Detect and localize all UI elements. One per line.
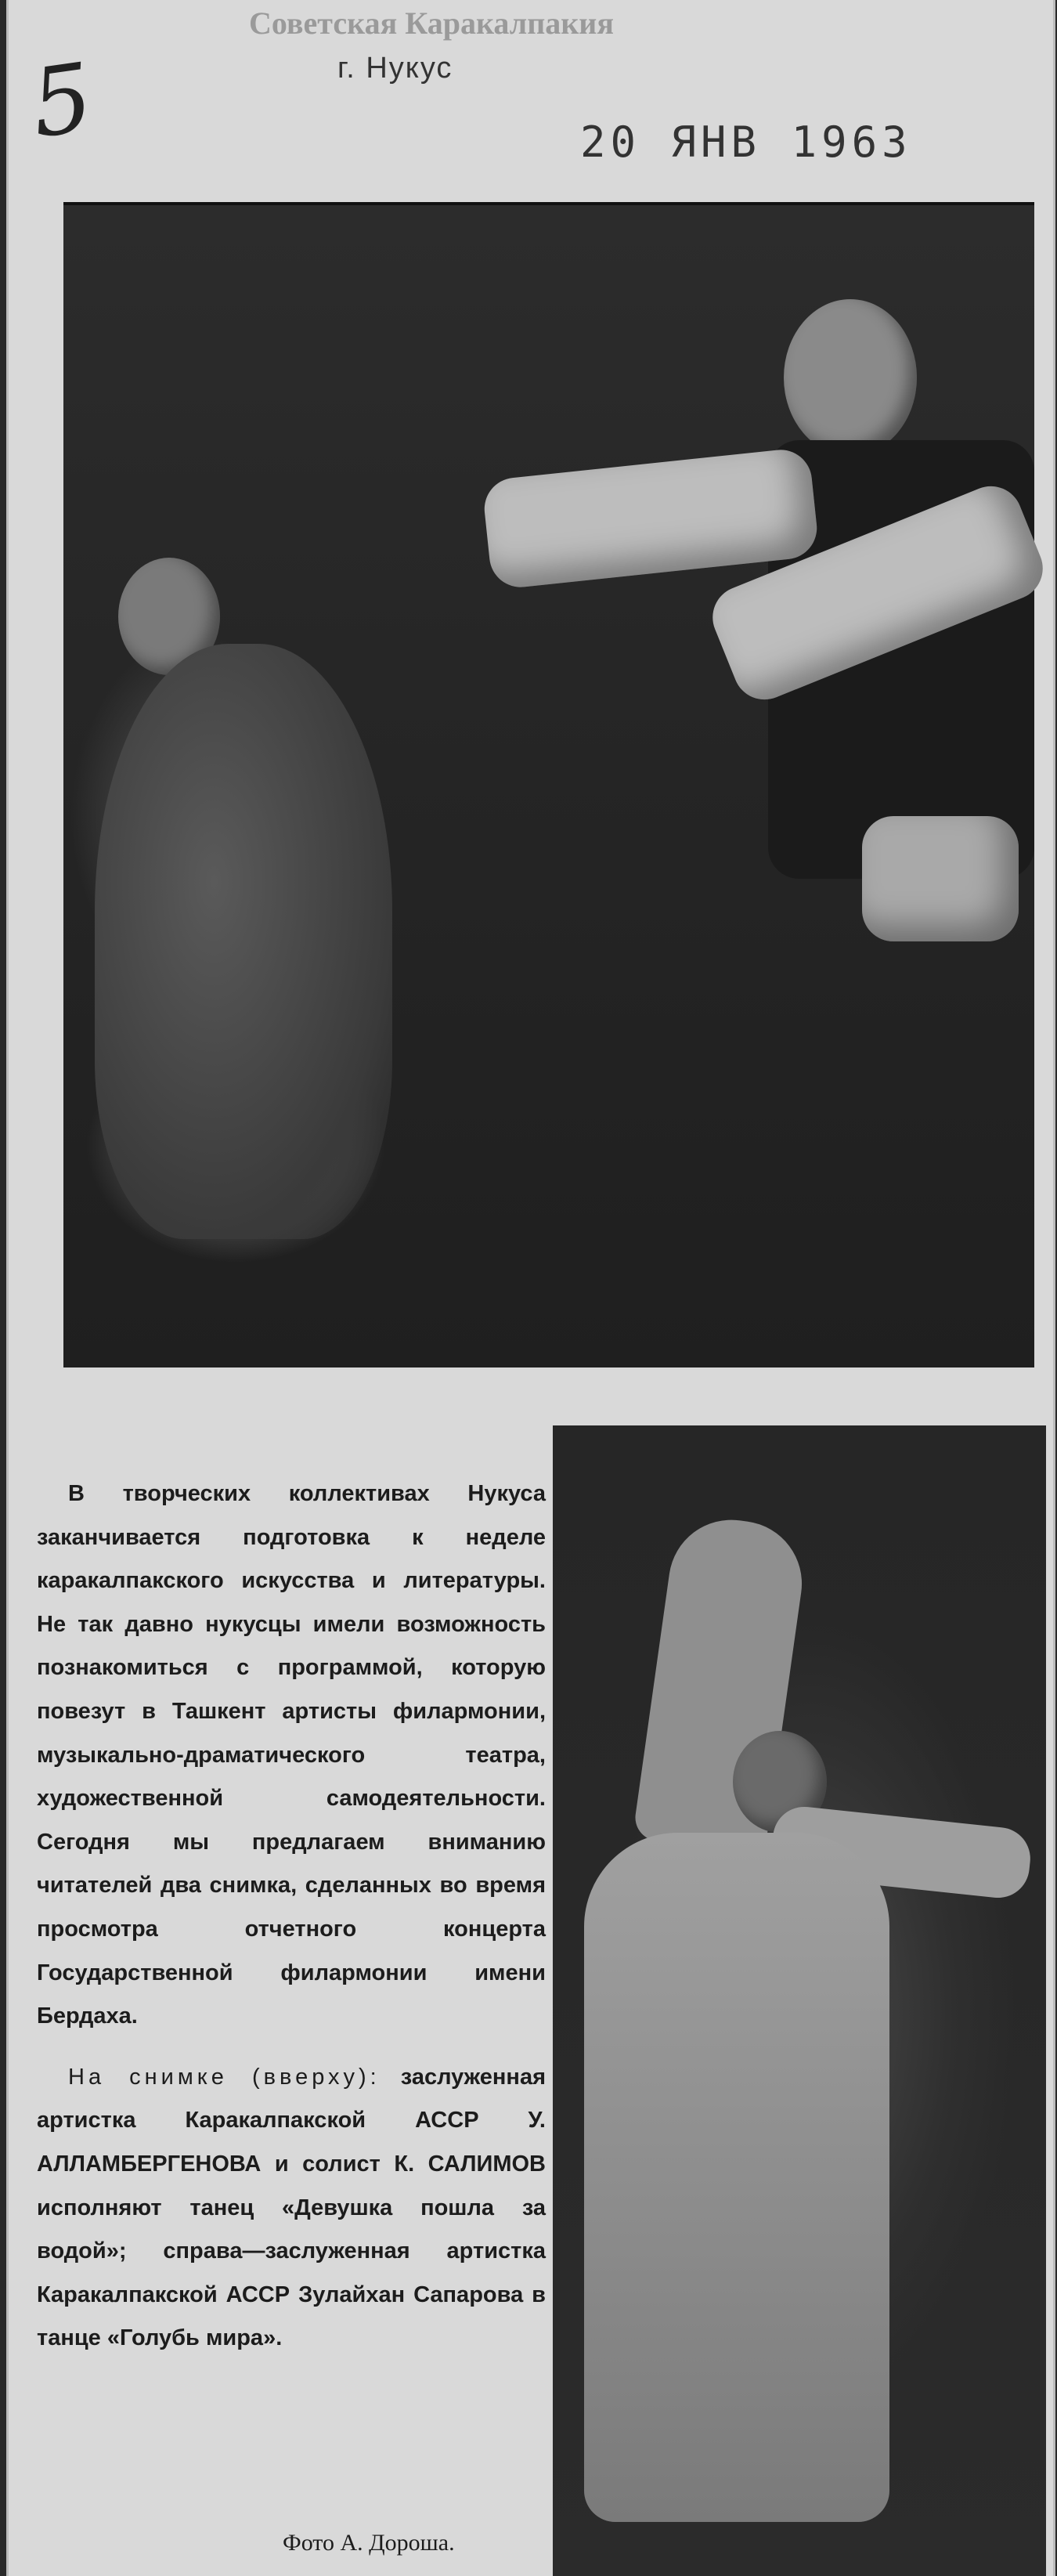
photo-caption xyxy=(37,2056,546,2361)
article-paragraph: В творческих коллективах Нукуса заканчивается подготовка к неделе каракалпакского искусства и литературы. Не так давно нукусцы имели возможность познакомиться с программой, которую повезут в Ташкент артисты филармонии, музыкально-драматического театра, художественной самодеятельности. Сегодня мы предлагаем вниманию читателей два снимка, сделанных во время просмотра отчетного концерта Государственной филармонии имени Бердаха. xyxy=(37,1481,546,2029)
dancer-woman-figure xyxy=(95,644,392,1239)
handwritten-page-number: 5 xyxy=(24,43,99,160)
dancer-man-face xyxy=(784,299,917,456)
caption-body: заслуженная артистка Каракалпакской АССР У. АЛЛАМБЕРГЕНОВА и солист К. САЛИМОВ исполняют танец «Девушка пошла за водой»; справа—заслуженная артистка Каракалпакской АССР Зулайхан Сапарова в танце «Голубь мира». xyxy=(37,2064,546,2351)
article-text xyxy=(37,1472,546,2361)
dancer-dress xyxy=(584,1833,889,2522)
city-line: г. Нукус xyxy=(337,52,453,85)
caption-lead: На снимке (вверху): xyxy=(68,2064,381,2090)
photo-dancers-top xyxy=(63,202,1034,1367)
photo-credit: Фото А. Дороша. xyxy=(283,2530,455,2556)
dancer-man-shirt-lower xyxy=(862,816,1019,941)
date-stamp: 20 ЯНВ 1963 xyxy=(580,117,912,167)
newspaper-clipping xyxy=(6,0,1055,2576)
photo-dancer-right xyxy=(553,1425,1046,2576)
newspaper-title: Советская Каракалпакия xyxy=(249,5,614,41)
